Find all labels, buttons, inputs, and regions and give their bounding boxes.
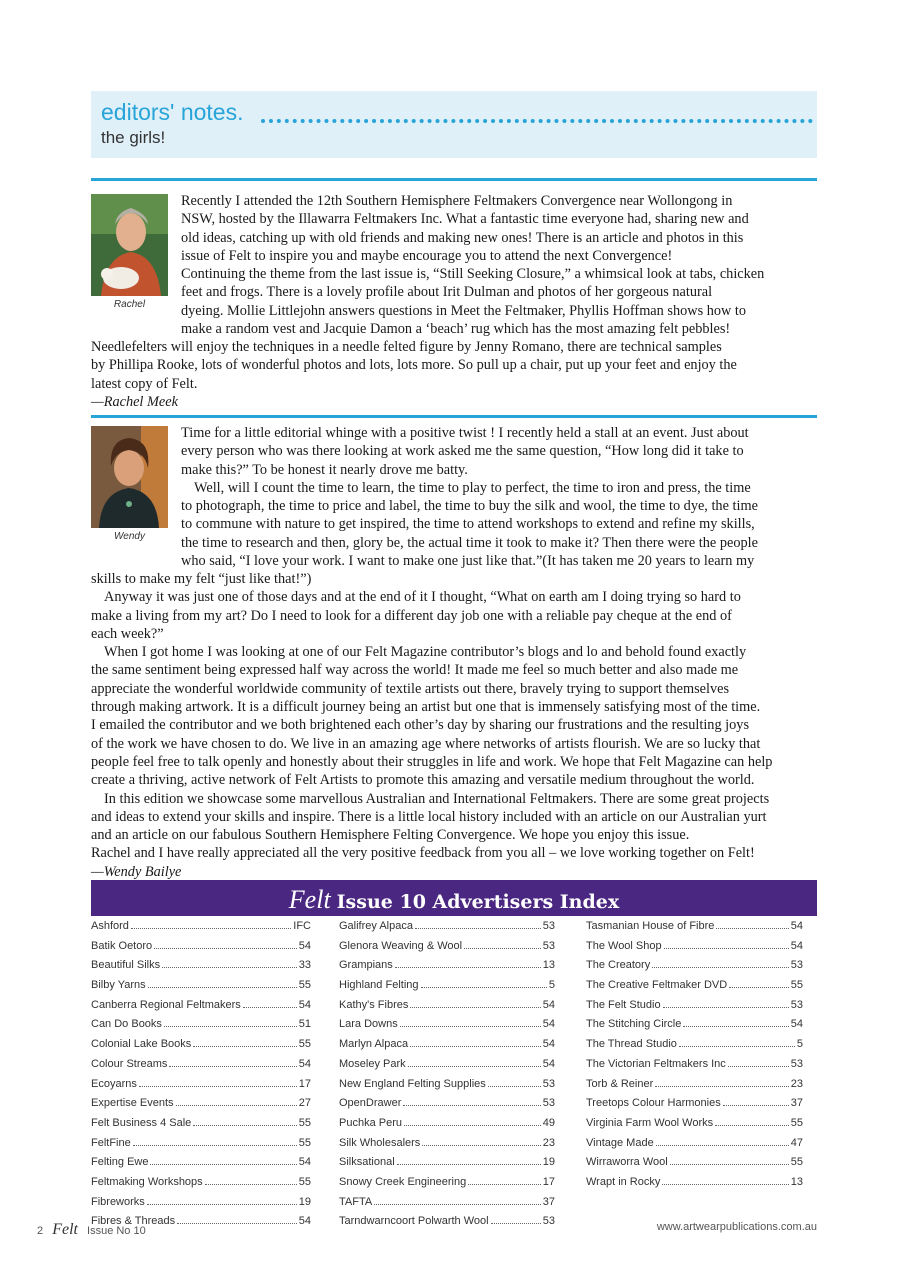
rachel-signature: —Rachel Meek [91,393,178,410]
dot-leader [723,1098,789,1106]
advertiser-page: 55 [298,1038,311,1051]
dot-leader [683,1019,788,1027]
advertiser-row [339,999,555,1019]
section-subtitle: the girls! [101,128,166,147]
dot-leader [716,921,788,929]
advertiser-row [339,1137,555,1157]
advertiser-page: 55 [790,1156,803,1169]
advertiser-name: TAFTA [339,1195,373,1208]
dot-leader [410,1000,540,1008]
advertiser-name: Ecoyarns [91,1077,137,1090]
advertiser-row [339,1078,555,1098]
text-line: make a random vest and Jacquie Damon a ‘beach’ rug which has the most amazing felt pebbles! [181,321,731,338]
rachel-text-full [91,338,817,411]
text-line: create a thriving, active network of Felt Artists to promote this amazing and versatile medium throughout the world. [91,772,755,789]
advertiser-page: 55 [298,1116,311,1129]
section-title: editors' notes. [101,99,244,125]
advertiser-row [91,999,311,1019]
advertiser-row [586,979,803,999]
advertiser-page: 53 [542,920,555,932]
advertiser-name: Colour Streams [91,1057,168,1070]
advertiser-name: Grampians [339,959,393,972]
advertiser-name: Wrapt in Rocky [586,1175,661,1188]
advertiser-row [586,1097,803,1117]
text-line: feet and frogs. There is a lovely profile about Irit Dulman and photos of her gorgeous natural [181,284,713,301]
rachel-caption: Rachel [113,299,146,310]
text-line: latest copy of Felt. [91,375,198,392]
text-line: issue of Felt to inspire you and maybe encourage you to attend the next Convergence! [181,247,673,264]
advertiser-name: New England Felting Supplies [339,1077,486,1090]
advertiser-row [91,1058,311,1078]
text-line: each week?” [91,625,164,642]
advertiser-page: 23 [542,1136,555,1149]
advertiser-row [91,1156,311,1176]
text-line: who said, “I love your work. I want to make one just like that.”(It has taken me 20 years to learn my [181,553,755,570]
advertiser-row [91,1038,311,1058]
advertiser-name: The Creative Feltmaker DVD [586,979,728,992]
advertiser-name: OpenDrawer [339,1097,402,1110]
dot-leader [728,1059,789,1067]
advertiser-name: The Victorian Feltmakers Inc [586,1057,726,1070]
advertiser-row [586,959,803,979]
advertiser-row [91,959,311,979]
footer-logo: Felt [52,1221,78,1238]
dot-leader [468,1177,541,1185]
dot-leader [679,1039,795,1047]
advertisers-title: Issue 10 Advertisers Index [336,891,620,913]
advertiser-row [586,1117,803,1137]
advertiser-page: 23 [790,1077,803,1090]
text-line: Well, will I count the time to learn, the time to play to perfect, the time to iron and press, the time [194,479,751,496]
advertiser-name: Colonial Lake Books [91,1038,192,1051]
advertiser-name: The Thread Studio [586,1038,677,1051]
rachel-text-indented [181,192,817,338]
wendy-text-indented [181,424,817,570]
advertiser-page: 54 [790,920,803,932]
text-line: NSW, hosted by the Illawarra Feltmakers Inc. What a fantastic time everyone had, sharing new and [181,211,749,228]
text-line: appreciate the wonderful worldwide community of textile artists out there, bravely trying to support themselves [91,680,730,697]
dot-leader [205,1177,297,1185]
advertiser-name: Expertise Events [91,1097,174,1110]
advertiser-name: Beautiful Silks [91,959,161,972]
dot-leader [150,1157,296,1165]
dot-leader [491,1216,541,1224]
advertiser-row [339,920,555,940]
advertiser-row [586,1176,803,1196]
advertiser-name: The Stitching Circle [586,1018,682,1031]
dot-leader [148,980,297,988]
advertiser-page: 54 [790,939,803,952]
dot-leader [176,1098,297,1106]
advertiser-page: 53 [790,959,803,972]
advertiser-page: 54 [542,1018,555,1031]
advertiser-page: 55 [298,979,311,992]
advertiser-name: Felting Ewe [91,1156,149,1169]
dot-leader [169,1059,296,1067]
issue-label: Issue No 10 [87,1225,146,1237]
advertiser-page: 54 [298,998,311,1011]
advertiser-name: Moseley Park [339,1057,406,1070]
advertiser-row [586,1058,803,1078]
dot-leader [662,1177,788,1185]
dot-leader [410,1039,541,1047]
dot-leader [162,960,297,968]
dotted-rule [261,119,813,123]
text-line: skills to make my felt “just like that!”) [91,571,312,587]
wendy-photo [91,426,168,528]
advertiser-page: 53 [542,1215,555,1228]
advertiser-row [339,1196,555,1216]
advertiser-page: 27 [298,1097,311,1110]
advertiser-page: 13 [790,1175,803,1188]
advertiser-row [339,959,555,979]
advertiser-page: 5 [796,1038,803,1051]
text-line: Recently I attended the 12th Southern Hemisphere Feltmakers Convergence near Wollongong in [181,193,733,209]
advertiser-page: 51 [298,1018,311,1031]
advertiser-name: Feltmaking Workshops [91,1175,203,1188]
text-line: make this?” To be honest it nearly drove me batty. [181,461,468,478]
dot-leader [131,921,291,929]
advertiser-row [586,920,803,940]
dot-leader [404,1118,541,1126]
advertiser-page: 37 [790,1097,803,1110]
dot-leader [374,1197,541,1205]
advertiser-name: Lara Downs [339,1018,398,1031]
dot-leader [408,1059,541,1067]
advertiser-name: Silk Wholesalers [339,1136,421,1149]
advertiser-name: Vintage Made [586,1136,654,1149]
advertiser-page: 53 [542,1097,555,1110]
advertiser-page: 53 [790,998,803,1011]
dot-leader [729,980,789,988]
dot-leader [139,1079,297,1087]
text-line: Continuing the theme from the last issue is, “Still Seeking Closure,” a whimsical look at tabs, chicken [181,266,765,283]
advertiser-page: IFC [293,920,311,932]
advertiser-page: 54 [298,939,311,952]
advertiser-name: Snowy Creek Engineering [339,1175,467,1188]
advertiser-name: Marlyn Alpaca [339,1038,409,1051]
text-line: Anyway it was just one of those days and at the end of it I thought, “What on earth am I doing trying so hard to [104,589,741,606]
dot-leader [154,941,297,949]
advertiser-name: Kathy's Fibres [339,998,409,1011]
advertiser-row [91,920,311,940]
advertiser-row [339,940,555,960]
text-line: I emailed the contributor and we both brightened each other’s day by sharing our frustrations and the resulting joys [91,717,750,734]
dot-leader [395,960,541,968]
advertisers-banner [91,880,817,916]
dot-leader [670,1157,789,1165]
advertiser-name: Torb & Reiner [586,1077,654,1090]
advertiser-page: 5 [548,979,555,992]
advertiser-page: 17 [542,1175,555,1188]
text-line: In this edition we showcase some marvellous Australian and International Feltmakers. There are some great projects [104,790,770,807]
wendy-caption: Wendy [114,531,145,542]
advertiser-page: 53 [542,1077,555,1090]
wendy-text-full [91,570,817,881]
text-line: the same sentiment being expressed half way across the world! It made me feel so much better and also made me [91,662,739,679]
advertiser-row [339,1156,555,1176]
wendy-signature: —Wendy Bailye [91,863,182,880]
dot-leader [147,1197,297,1205]
advertiser-name: Highland Felting [339,979,419,992]
advertiser-name: Batik Oetoro [91,939,153,952]
advertiser-page: 19 [298,1195,311,1208]
text-line: dyeing. Mollie Littlejohn answers questions in Meet the Feltmaker, Phyllis Hoffman shows how to [181,302,747,319]
advertiser-row [91,1078,311,1098]
footer-website[interactable]: www.artwearpublications.com.au [656,1221,817,1233]
advertiser-page: 17 [298,1077,311,1090]
text-line: make a living from my art? Do I need to look for a different day job one with a reliable pay cheque at the end of [91,607,732,624]
advertiser-name: The Felt Studio [586,998,661,1011]
advertiser-page: 54 [790,1018,803,1031]
felt-logo: Felt [288,885,331,914]
text-line: and an article on our fabulous Southern Hemisphere Felting Convergence. We hope you enjoy this issue. [91,827,690,844]
advertiser-row [586,1018,803,1038]
dot-leader [464,941,541,949]
advertiser-name: Glenora Weaving & Wool [339,939,463,952]
advertiser-page: 55 [790,1116,803,1129]
divider-rule [91,178,817,181]
advertiser-row [586,940,803,960]
advertiser-row [586,1156,803,1176]
advertiser-row [91,1176,311,1196]
advertiser-name: The Creatory [586,959,651,972]
dot-leader [663,1000,789,1008]
dot-leader [164,1019,297,1027]
advertiser-row [586,1038,803,1058]
dot-leader [415,921,541,929]
advertiser-row [91,1137,311,1157]
dot-leader [397,1157,541,1165]
text-line: by Phillipa Rooke, lots of wonderful photos and lots, lots more. So pull up a chair, put up your feet and enjoy the [91,357,737,374]
advertiser-page: 55 [298,1136,311,1149]
advertiser-name: Fibres & Threads [91,1215,176,1228]
advertiser-name: FeltFine [91,1136,131,1149]
advertiser-row [339,1176,555,1196]
advertisers-column-2 [339,920,555,1235]
text-line: the time to research and then, glory be, the actual time it took to make it? Then there were the people [181,534,758,551]
advertiser-name: Fibreworks [91,1195,145,1208]
advertiser-page: 55 [298,1175,311,1188]
text-line: to commune with nature to get inspired, the time to attend workshops to extend and refine my skills, [181,516,755,533]
dot-leader [652,960,789,968]
advertiser-page: 47 [790,1136,803,1149]
advertiser-name: Treetops Colour Harmonies [586,1097,721,1110]
advertiser-name: Tasmanian House of Fibre [586,920,715,932]
section-header [91,91,817,158]
advertiser-page: 13 [542,959,555,972]
dot-leader [488,1079,541,1087]
advertiser-name: Bilby Yarns [91,979,146,992]
advertiser-name: Felt Business 4 Sale [91,1116,192,1129]
advertiser-name: Tarndwarncoort Polwarth Wool [339,1215,489,1228]
advertiser-row [339,1018,555,1038]
text-line: and ideas to extend your skills and inspire. There is a little local history included with an article on our Australian yurt [91,808,767,825]
advertiser-row [339,1058,555,1078]
advertiser-page: 54 [298,1057,311,1070]
advertiser-name: Can Do Books [91,1018,162,1031]
footer-left [37,1221,146,1239]
text-line: through making artwork. It is a difficult journey being an artist but one that is immensely satisfying most of the time. [91,699,761,716]
advertiser-page: 54 [542,1057,555,1070]
text-line: people feel free to talk openly and honestly about their struggles in life and work. We hope that Felt Magazine can help [91,753,773,770]
dot-leader [664,941,789,949]
advertiser-name: Puchka Peru [339,1116,402,1129]
advertisers-column-1 [91,920,311,1235]
advertiser-name: Canberra Regional Feltmakers [91,998,241,1011]
dot-leader [400,1019,541,1027]
text-line: Time for a little editorial whinge with a positive twist ! I recently held a stall at an event. Just about [181,425,749,441]
advertisers-column-3 [586,920,803,1196]
advertiser-name: Silksational [339,1156,395,1169]
dot-leader [193,1039,296,1047]
advertiser-page: 49 [542,1116,555,1129]
text-line: Needlefelters will enjoy the techniques in a needle felted figure by Jenny Romano, there are technical samples [91,339,722,355]
dot-leader [193,1118,296,1126]
advertiser-name: Virginia Farm Wool Works [586,1116,714,1129]
advertiser-page: 53 [542,939,555,952]
text-line: When I got home I was looking at one of our Felt Magazine contributor’s blogs and lo and behold found exactly [104,644,747,661]
advertiser-page: 55 [790,979,803,992]
advertiser-name: Ashford [91,920,129,932]
dot-leader [403,1098,540,1106]
advertiser-page: 33 [298,959,311,972]
advertiser-row [586,1078,803,1098]
text-line: Rachel and I have really appreciated all the very positive feedback from you all – we love working together on Felt! [91,845,755,862]
advertiser-row [91,1018,311,1038]
advertiser-row [339,979,555,999]
advertiser-page: 19 [542,1156,555,1169]
dot-leader [243,1000,297,1008]
advertiser-page: 53 [790,1057,803,1070]
advertiser-page: 54 [542,1038,555,1051]
advertiser-row [91,1117,311,1137]
text-line: old ideas, catching up with old friends and making new ones! There is an article and photos in this [181,229,744,246]
divider-rule [91,415,817,418]
advertiser-row [586,999,803,1019]
page-number: 2 [37,1225,44,1237]
advertiser-row [586,1137,803,1157]
advertiser-page: 54 [298,1156,311,1169]
advertiser-row [91,940,311,960]
dot-leader [133,1138,297,1146]
advertiser-name: Wirraworra Wool [586,1156,668,1169]
text-line: every person who was there looking at work asked me the same question, “How long did it take to [181,443,744,460]
advertiser-page: 54 [298,1215,311,1228]
dot-leader [656,1138,789,1146]
dot-leader [177,1216,297,1224]
text-line: to photograph, the time to price and label, the time to buy the silk and wool, the time to dye, the time [181,498,758,515]
advertiser-row [91,1097,311,1117]
dot-leader [422,1138,540,1146]
advertiser-row [339,1215,555,1235]
advertiser-row [91,1196,311,1216]
advertiser-name: Galifrey Alpaca [339,920,413,932]
advertiser-row [91,979,311,999]
dot-leader [655,1079,788,1087]
dot-leader [715,1118,789,1126]
rachel-photo [91,194,168,296]
dot-leader [421,980,547,988]
advertiser-row [339,1117,555,1137]
advertiser-row [339,1097,555,1117]
advertiser-row [339,1038,555,1058]
advertiser-name: The Wool Shop [586,939,662,952]
advertiser-page: 54 [542,998,555,1011]
text-line: of the work we have chosen to do. We live in an amazing age where networks of artists flourish. We are so lucky that [91,735,761,752]
advertiser-page: 37 [542,1195,555,1208]
